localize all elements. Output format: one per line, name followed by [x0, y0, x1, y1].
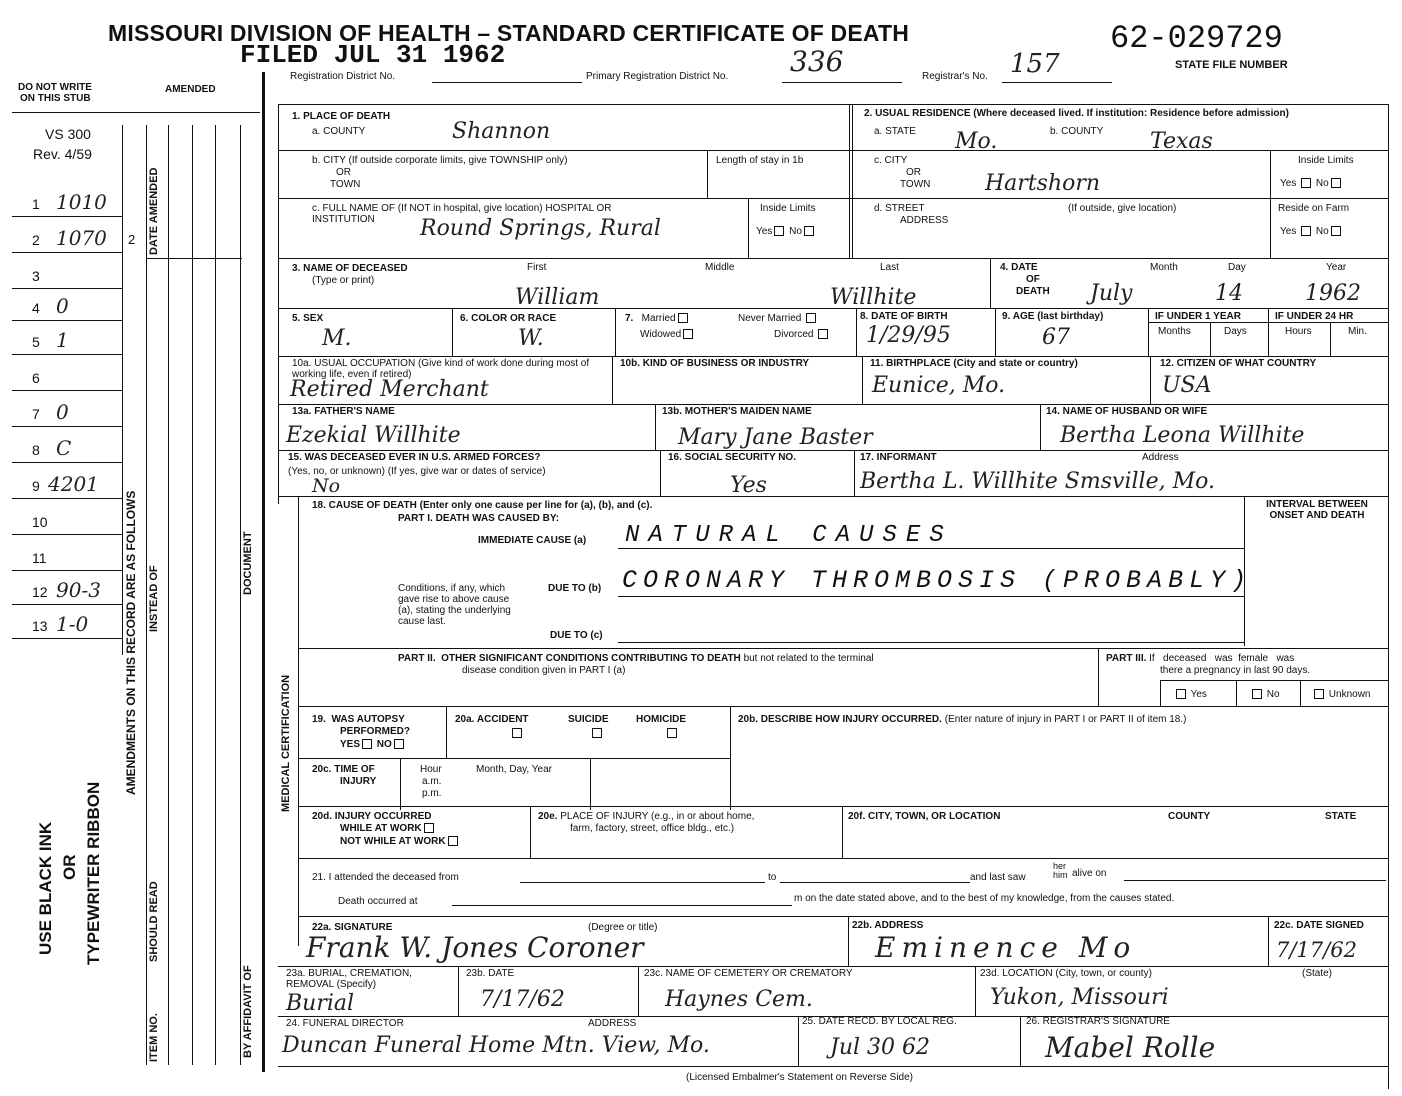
stub-row-number: 7 [32, 406, 40, 422]
res-town-label: TOWN [900, 179, 931, 190]
stub-should-read: SHOULD READ [148, 881, 160, 962]
res-county-label: b. COUNTY [1050, 126, 1104, 137]
sig-address-value: Eminence Mo [875, 931, 1137, 964]
autopsy-checks[interactable]: YES NO [340, 739, 406, 750]
death-month-value: July [1090, 281, 1133, 306]
cemetery-label: 23c. NAME OF CEMETERY OR CREMATORY [644, 968, 853, 979]
burial-date-value: 7/17/62 [480, 987, 565, 1012]
registration-district-label: Registration District No. [290, 71, 396, 82]
birthplace-label: 11. BIRTHPLACE (City and state or country) [870, 358, 1078, 369]
cemetery-value: Haynes Cem. [665, 987, 813, 1012]
stub-typewriter: TYPEWRITER RIBBON [84, 781, 103, 965]
never-married-label[interactable]: Never Married [738, 313, 818, 324]
homicide-checkbox[interactable] [667, 728, 677, 738]
stub-do-not-write: DO NOT WRITE [18, 82, 92, 93]
or-town-label: OR [336, 167, 351, 178]
stub-row-number: 5 [32, 334, 40, 350]
death-occurred-label: Death occurred at [338, 896, 418, 907]
stub-row-number: 10 [32, 514, 48, 530]
day-label: Day [1228, 262, 1246, 273]
immediate-value: NATURAL CAUSES [625, 522, 953, 549]
stub-row-value: 4201 [48, 472, 99, 496]
stub-row-line [12, 354, 122, 355]
stub-row-line [12, 570, 122, 571]
age-label: 9. AGE (last birthday) [1002, 311, 1104, 322]
res-inside-limits-label: Inside Limits [1298, 155, 1354, 166]
stub-amendments-label: AMENDMENTS ON THIS RECORD ARE AS FOLLOWS [124, 490, 138, 795]
spouse-label: 14. NAME OF HUSBAND OR WIFE [1046, 406, 1208, 417]
father-label: 13a. FATHER'S NAME [292, 406, 395, 417]
residence-label: 2. USUAL RESIDENCE (Where deceased lived. If institution: Residence before admission) [864, 108, 1289, 119]
name-deceased-label: 3. NAME OF DECEASED [292, 263, 408, 274]
stub-instead-of: INSTEAD OF [148, 565, 160, 632]
date-signed-label: 22c. DATE SIGNED [1274, 920, 1364, 931]
town-label: TOWN [330, 179, 361, 190]
accident-checkbox[interactable] [512, 728, 522, 738]
business-label: 10b. KIND OF BUSINESS OR INDUSTRY [620, 358, 810, 369]
county-label: a. COUNTY [312, 126, 366, 137]
recd-value: Jul 30 62 [830, 1035, 930, 1060]
death-label: DEATH [1016, 286, 1050, 297]
middle-label: Middle [705, 262, 735, 273]
stub-row-value: 1 [56, 328, 69, 352]
stub-row-number: 4 [32, 300, 40, 316]
stub-row-number: 2 [32, 232, 40, 248]
not-work-label[interactable]: NOT WHILE AT WORK [340, 836, 460, 847]
stub-row-number: 6 [32, 370, 40, 386]
stub-row-value: 0 [56, 294, 69, 318]
last-name-value: Willhite [830, 285, 917, 310]
stub-rev: Rev. 4/59 [33, 146, 92, 162]
location-label: 23d. LOCATION (City, town, or county) [980, 968, 1152, 979]
state-file-number-label: STATE FILE NUMBER [1175, 59, 1288, 71]
date-signed-value: 7/17/62 [1276, 938, 1357, 962]
homicide-label[interactable]: HOMICIDE [636, 714, 686, 725]
attended-label: 21. I attended the deceased from [312, 872, 459, 883]
ssn-value: Yes [730, 473, 767, 498]
primary-district-label: Primary Registration District No. [586, 71, 729, 82]
signature-value: Frank W. Jones Coroner [306, 931, 644, 964]
first-name-value: William [515, 285, 600, 310]
stub-form-id: VS 300 [45, 126, 91, 142]
registrar-no-value: 157 [1010, 49, 1060, 79]
res-city-label: c. CITY [874, 155, 908, 166]
am-label: a.m. [422, 776, 442, 787]
stub-row-number: 13 [32, 618, 48, 634]
city-injury-label: 20f. CITY, TOWN, OR LOCATION [848, 811, 1001, 822]
death-day-value: 14 [1215, 281, 1243, 306]
part3-label-2: there a pregnancy in last 90 days. [1160, 665, 1311, 676]
due-b-label: DUE TO (b) [548, 583, 602, 594]
part2-label-2: disease condition given in PART I (a) [462, 665, 626, 676]
hospital-label: c. FULL NAME OF (If NOT in hospital, give location) HOSPITAL OR INSTITUTION [312, 203, 612, 225]
ssn-label: 16. SOCIAL SECURITY NO. [668, 452, 796, 463]
reside-farm-checks[interactable]: Yes No [1280, 226, 1343, 237]
dob-value: 1/29/95 [866, 323, 951, 348]
stub-row-line [12, 462, 122, 463]
accident-label[interactable]: 20a. ACCIDENT [455, 714, 529, 725]
marital-label[interactable]: 7. Married [625, 313, 690, 324]
stub-row-value: C [56, 436, 72, 460]
min-label: Min. [1348, 326, 1367, 337]
death-year-value: 1962 [1305, 281, 1361, 306]
footer-note: (Licensed Embalmer's Statement on Reverse Side) [686, 1072, 914, 1083]
mother-value: Mary Jane Baster [678, 425, 873, 450]
res-city-value: Hartshorn [985, 171, 1101, 196]
under24-label: IF UNDER 24 HR [1275, 311, 1354, 322]
suicide-checkbox[interactable] [592, 728, 602, 738]
sig-address-label: 22b. ADDRESS [852, 920, 924, 931]
pregnancy-no[interactable]: No [1250, 689, 1280, 700]
autopsy-performed: PERFORMED? [340, 726, 410, 737]
stub-item-no: ITEM NO. [148, 1013, 160, 1062]
stub-row-number: 1 [32, 196, 40, 212]
year-label: Year [1326, 262, 1347, 273]
stub-row-value: 90-3 [56, 578, 101, 602]
autopsy-label: 19. WAS AUTOPSY [312, 714, 405, 725]
stub-row-line [12, 638, 122, 639]
stub-by-affidavit: BY AFFIDAVIT OF [242, 965, 254, 1058]
res-county-value: Texas [1150, 129, 1213, 154]
stub-row-number: 3 [32, 268, 40, 284]
her-him-label: her him [1053, 861, 1068, 880]
res-address-label: ADDRESS [900, 215, 949, 226]
stub-amended: AMENDED [165, 84, 216, 95]
degree-label: (Degree or title) [588, 922, 658, 933]
divorced-label[interactable]: Divorced [774, 329, 830, 340]
stub-row-line [12, 426, 122, 427]
date-death-label: 4. DATE [1000, 262, 1038, 273]
occupation-value: Retired Merchant [290, 377, 489, 402]
res-state-label: a. STATE [874, 126, 916, 137]
suicide-label[interactable]: SUICIDE [568, 714, 609, 725]
funeral-director-label: 24. FUNERAL DIRECTOR [286, 1018, 404, 1029]
sex-label: 5. SEX [292, 313, 324, 324]
recd-label: 25. DATE RECD. BY LOCAL REG. [802, 1016, 957, 1027]
stub-row-value: 1-0 [56, 612, 89, 636]
stub-on-this-stub: ON THIS STUB [20, 93, 91, 104]
stub-row-line [12, 288, 122, 289]
res-state-value: Mo. [955, 129, 998, 154]
of-label: OF [1026, 274, 1040, 285]
burial-value: Burial [286, 991, 355, 1016]
part1-label: PART I. DEATH WAS CAUSED BY: [398, 513, 560, 524]
burial-label: 23a. BURIAL, CREMATION, REMOVAL (Specify) [286, 968, 412, 990]
father-value: Ezekial Willhite [286, 423, 461, 448]
inside-limits-checks-1[interactable]: Yes No [756, 226, 816, 237]
stub-row-number: 8 [32, 442, 40, 458]
signature-label: 22a. SIGNATURE [312, 922, 393, 933]
length-stay-label: Length of stay in 1b [716, 155, 804, 166]
city-label: b. CITY (If outside corporate limits, give TOWNSHIP only) [312, 155, 568, 166]
stub-row-line [12, 216, 122, 217]
race-label: 6. COLOR OR RACE [460, 313, 557, 324]
burial-date-label: 23b. DATE [466, 968, 515, 979]
res-or-label: OR [906, 167, 921, 178]
res-inside-limits-checks[interactable]: Yes No [1280, 178, 1343, 189]
stub-document: DOCUMENT [242, 531, 254, 595]
months-label: Months [1158, 326, 1191, 337]
county-value: Shannon [452, 119, 551, 144]
alive-on-label: alive on [1072, 868, 1107, 879]
stub-or: OR [60, 854, 79, 880]
res-street-label: d. STREET [874, 203, 925, 214]
registrar-no-label: Registrar's No. [922, 71, 988, 82]
due-b-value: CORONARY THROMBOSIS (PROBABLY) [622, 566, 1253, 595]
time-injury-label: 20c. TIME OF [312, 764, 375, 775]
immediate-label: IMMEDIATE CAUSE (a) [478, 535, 587, 546]
stub-row-line [12, 320, 122, 321]
state-file-number: 62-029729 [1110, 20, 1283, 57]
month-label: Month [1150, 262, 1178, 273]
funeral-value: Duncan Funeral Home Mtn. View, Mo. [282, 1033, 710, 1058]
race-value: W. [518, 326, 544, 351]
widowed-label[interactable]: Widowed [640, 329, 695, 340]
registrar-label: 26. REGISTRAR'S SIGNATURE [1026, 1016, 1170, 1027]
certificate-title: MISSOURI DIVISION OF HEALTH – STANDARD CERTIFICATE OF DEATH [108, 20, 910, 46]
stub-date-amended: DATE AMENDED [148, 167, 160, 255]
funeral-address-label: ADDRESS [588, 1018, 637, 1029]
armed-label: 15. WAS DECEASED EVER IN U.S. ARMED FORCES? [288, 452, 541, 463]
interval-label: INTERVAL BETWEEN ONSET AND DEATH [1266, 499, 1368, 521]
stub-row-number: 11 [32, 550, 47, 566]
part3-label: PART III. If deceased was female was [1106, 653, 1295, 664]
under1-label: IF UNDER 1 YEAR [1155, 311, 1241, 322]
hospital-value: Round Springs, Rural [420, 216, 661, 241]
primary-district-value: 336 [790, 45, 844, 78]
location-state-label: (State) [1302, 968, 1333, 979]
stub-row-line [12, 252, 122, 253]
informant-value: Bertha L. Willhite Smsville, Mo. [860, 469, 1215, 494]
place-injury-label: 20e. PLACE OF INJURY (e.g., in or about home, [538, 811, 755, 822]
dob-label: 8. DATE OF BIRTH [860, 311, 948, 322]
stub-use-black-ink: USE BLACK INK [36, 821, 55, 955]
stub-row-number: 9 [32, 478, 40, 494]
stub-row-value: 1070 [56, 226, 107, 250]
hour-label: Hour [420, 764, 442, 775]
while-work-label[interactable]: WHILE AT WORK [340, 823, 436, 834]
hours-label: Hours [1285, 326, 1312, 337]
stub-row-extra: 2 [128, 232, 136, 247]
state-injury-label: STATE [1325, 811, 1357, 822]
pregnancy-yes[interactable]: Yes [1174, 689, 1207, 700]
days-label: Days [1224, 326, 1247, 337]
county-injury-label: COUNTY [1168, 811, 1211, 822]
attended-to: to [768, 872, 777, 883]
medical-cert-label: MEDICAL CERTIFICATION [280, 674, 292, 812]
armed-value: No [312, 475, 341, 497]
stub-row-value: 1010 [56, 190, 107, 214]
spouse-value: Bertha Leona Willhite [1060, 423, 1305, 448]
describe-injury-label: 20b. DESCRIBE HOW INJURY OCCURRED. (Enter nature of injury in PART I or PART II of item 18.) [738, 714, 1187, 725]
stub-row-line [12, 604, 122, 605]
stub-row-line [12, 534, 122, 535]
pm-label: p.m. [422, 788, 442, 799]
part2-label: PART II. OTHER SIGNIFICANT CONDITIONS CONTRIBUTING TO DEATH but not related to the terminal [398, 653, 874, 664]
injury-label: INJURY [340, 776, 377, 787]
location-value: Yukon, Missouri [990, 985, 1169, 1010]
filed-stamp: FILED JUL 31 1962 [240, 40, 506, 70]
place-injury-label-2: farm, factory, street, office bldg., etc.) [570, 823, 735, 834]
place-of-death-label: 1. PLACE OF DEATH [292, 111, 391, 122]
stub-row-value: 0 [56, 400, 69, 424]
stub-row-line [12, 390, 122, 391]
reside-farm-label: Reside on Farm [1278, 203, 1350, 214]
armed-note: (Yes, no, or unknown) (If yes, give war or dates of service) [288, 466, 546, 477]
type-or-print: (Type or print) [312, 275, 375, 286]
res-outside-note: (If outside, give location) [1068, 203, 1177, 214]
cause-label: 18. CAUSE OF DEATH (Enter only one cause per line for (a), (b), and (c). [312, 500, 653, 511]
mdy-label: Month, Day, Year [476, 764, 552, 775]
last-saw-label: and last saw [970, 872, 1026, 883]
stub-row-number: 12 [32, 584, 48, 600]
citizen-label: 12. CITIZEN OF WHAT COUNTRY [1160, 358, 1317, 369]
inside-limits-label-1: Inside Limits [760, 203, 816, 214]
registrar-signature: Mabel Rolle [1045, 1031, 1216, 1064]
pregnancy-unknown[interactable]: Unknown [1312, 689, 1370, 700]
first-label: First [527, 262, 547, 273]
last-label: Last [880, 262, 899, 273]
death-occurred-label-2: m on the date stated above, and to the best of my knowledge, from the causes stated. [794, 893, 1175, 904]
mother-label: 13b. MOTHER'S MAIDEN NAME [662, 406, 812, 417]
age-value: 67 [1042, 325, 1070, 350]
birthplace-value: Eunice, Mo. [872, 373, 1006, 398]
due-c-label: DUE TO (c) [550, 630, 603, 641]
stub-row-line [12, 498, 122, 499]
informant-label: 17. INFORMANT [860, 452, 937, 463]
sex-value: M. [322, 326, 352, 351]
occupation-label: 10a. USUAL OCCUPATION (Give kind of work done during most of working life, even if retired) [292, 358, 590, 380]
injury-occurred-label: 20d. INJURY OCCURRED [312, 811, 432, 822]
citizen-value: USA [1162, 373, 1212, 398]
conditions-note: Conditions, if any, which gave rise to above cause (a), stating the underlying cause last. [398, 583, 511, 627]
informant-address-label: Address [1142, 452, 1179, 463]
